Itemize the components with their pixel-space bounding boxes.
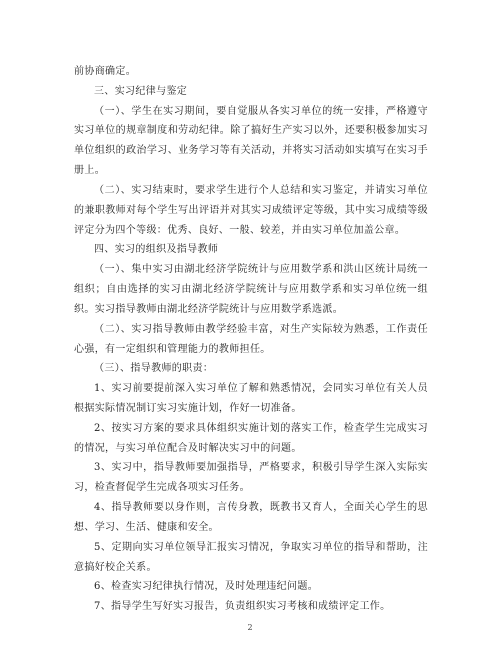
- paragraph-organization-2: （二）、实习指导教师由教学经验丰富，对生产实际较为熟悉，工作责任心强，有一定组织和管理能力的教师担任。: [74, 323, 428, 355]
- section-heading-organization: 四、实习的组织及指导教师: [94, 244, 219, 256]
- list-item-duty-1: 1、实习前要提前深入实习单位了解和熟悉情况，会同实习单位有关人员根据实际情况制订实习实施计划，作好一切准备。: [74, 383, 428, 414]
- list-item-duty-5: 5、定期向实习单位领导汇报实习情况，争取实习单位的指导和帮助，注意搞好校企关系。: [74, 541, 428, 573]
- list-item-duty-3: 3、实习中，指导教师要加强指导，严格要求，积极引导学生深入实际实习，检查督促学生完成各项实习任务。: [74, 462, 428, 494]
- list-item-duty-4: 4、指导教师要以身作则，言传身教，既教书又育人，全面关心学生的思想、学习、生活、健康和安全。: [74, 502, 428, 533]
- list-item-duty-2: 2、按实习方案的要求具体组织实施计划的落实工作，检查学生完成实习的情况，与实习单位配合及时解决实习中的问题。: [74, 422, 428, 454]
- list-item-duty-6: 6、检查实习纪律执行情况，及时处理违纪问题。: [94, 581, 319, 593]
- paragraph-discipline-2: （二）、实习结束时，要求学生进行个人总结和实习鉴定，并请实习单位的兼职教师对每个学生写出评语并对其实习成绩评定等级，其中实习成绩等级评定分为四个等级：优秀、良好、一般、较差，并由实习单位加盖公章。: [74, 184, 428, 236]
- paragraph-discipline-1: （一）、学生在实习期间，要自觉服从各实习单位的统一安排，严格遵守实习单位的规章制度和劳动纪律。除了搞好生产实习以外，还要积极参加实习单位组织的政治学习、业务学习等有关活动，并将实习活动如实填写在实习手册上。: [74, 105, 428, 177]
- section-heading-discipline: 三、实习纪律与鉴定: [94, 85, 188, 97]
- page-number: 2: [247, 623, 253, 632]
- list-item-duty-7: 7、指导学生写好实习报告，负责组织实习考核和成绩评定工作。: [94, 601, 391, 613]
- paragraph-organization-1: （一）、集中实习由湖北经济学院统计与应用数学系和洪山区统计局统一组织；自由选择的实习由湖北经济学院统计与应用数学系和实习单位统一组织。实习指导教师由湖北经济学院统计与应用数学系选派。: [74, 264, 428, 315]
- paragraph-duties-heading: （三）、指导教师的职责：: [94, 363, 214, 375]
- paragraph-continuation: 前协商确定。: [74, 66, 137, 77]
